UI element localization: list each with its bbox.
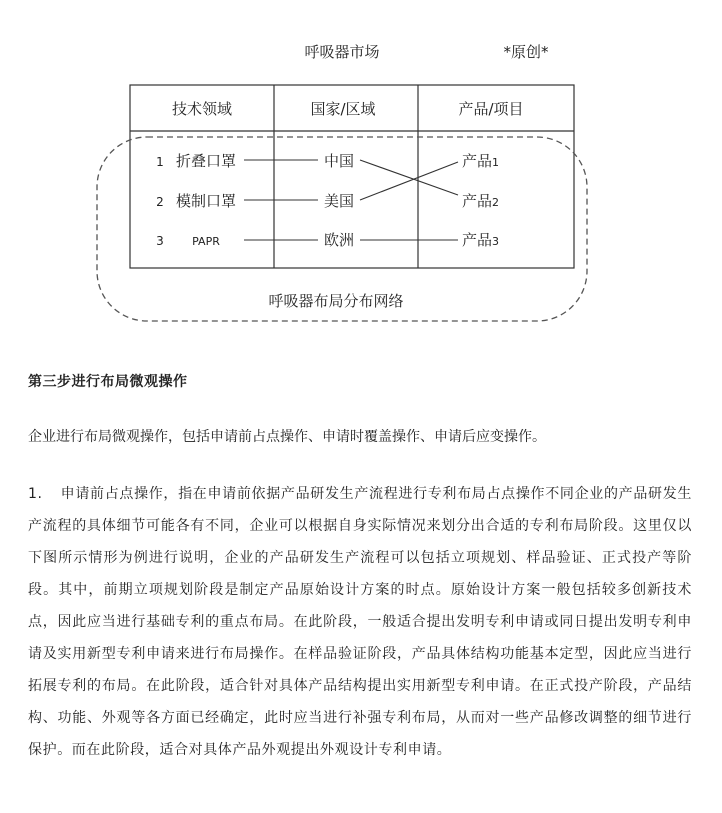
row-number: 2 <box>156 195 164 209</box>
region-label: 美国 <box>323 192 355 210</box>
header-country-region: 国家/区域 <box>310 100 376 118</box>
row-number: 1 <box>156 155 164 169</box>
tech-label: 模制口罩 <box>175 192 237 210</box>
tech-label: PAPR <box>192 235 220 248</box>
section-intro: 企业进行布局微观操作，包括申请前占点操作、申请时覆盖操作、申请后应变操作。 <box>28 429 546 445</box>
numbered-paragraph <box>28 478 692 766</box>
section-heading: 第三步进行布局微观操作 <box>28 374 188 390</box>
patent-layout-diagram <box>0 0 722 340</box>
diagram-title: 呼吸器市场 <box>304 43 380 61</box>
header-product-project: 产品/项目 <box>458 100 524 118</box>
connector-china-product2 <box>360 160 458 195</box>
product-label: 产品1 <box>462 152 500 170</box>
original-tag: *原创* <box>503 43 549 61</box>
paragraph-text: 申请前占点操作，指在申请前依据产品研发生产流程进行专利布局占点操作不同企业的产品研发生产流程的具体细节可能各有不同，企业可以根据自身实际情况来划分出合适的专利布局阶段。这里仅以下图所示情形为例进行说明，企业的产品研发生产流程可以包括立项规划、样品验证、正式投产等阶段。其中，前期立项规划阶段是制定产品原始设计方案的时点。原始设计方案一般包括较多创新技术点，因此应当进行基础专利的重点布局。在此阶段，一般适合提出发明专利申请或同日提出发明专利申请及实用新型专利申请来进行布局操作。在样品验证阶段，产品具体结构功能基本定型，因此应当进行拓展专利的布局。在此阶段，适合针对具体产品结构提出实用新型专利申请。在正式投产阶段，产品结构、功能、外观等各方面已经确定，此时应当进行补强专利布局，从而对一些产品修改调整的细节进行保护。而在此阶段，适合对具体产品外观提出外观设计专利申请。 <box>28 486 692 758</box>
row-2 <box>156 192 499 210</box>
product-label: 产品3 <box>462 231 500 249</box>
diagram-footer: 呼吸器布局分布网络 <box>268 292 404 310</box>
product-label: 产品2 <box>462 192 500 210</box>
region-label: 中国 <box>323 152 355 170</box>
header-tech-field: 技术领域 <box>171 100 233 118</box>
tech-label: 折叠口罩 <box>175 152 237 170</box>
connector-usa-product1 <box>360 162 458 200</box>
row-1 <box>156 152 499 170</box>
region-label: 欧洲 <box>323 231 355 249</box>
row-number: 3 <box>156 234 164 248</box>
item-number: 1. <box>28 486 43 502</box>
